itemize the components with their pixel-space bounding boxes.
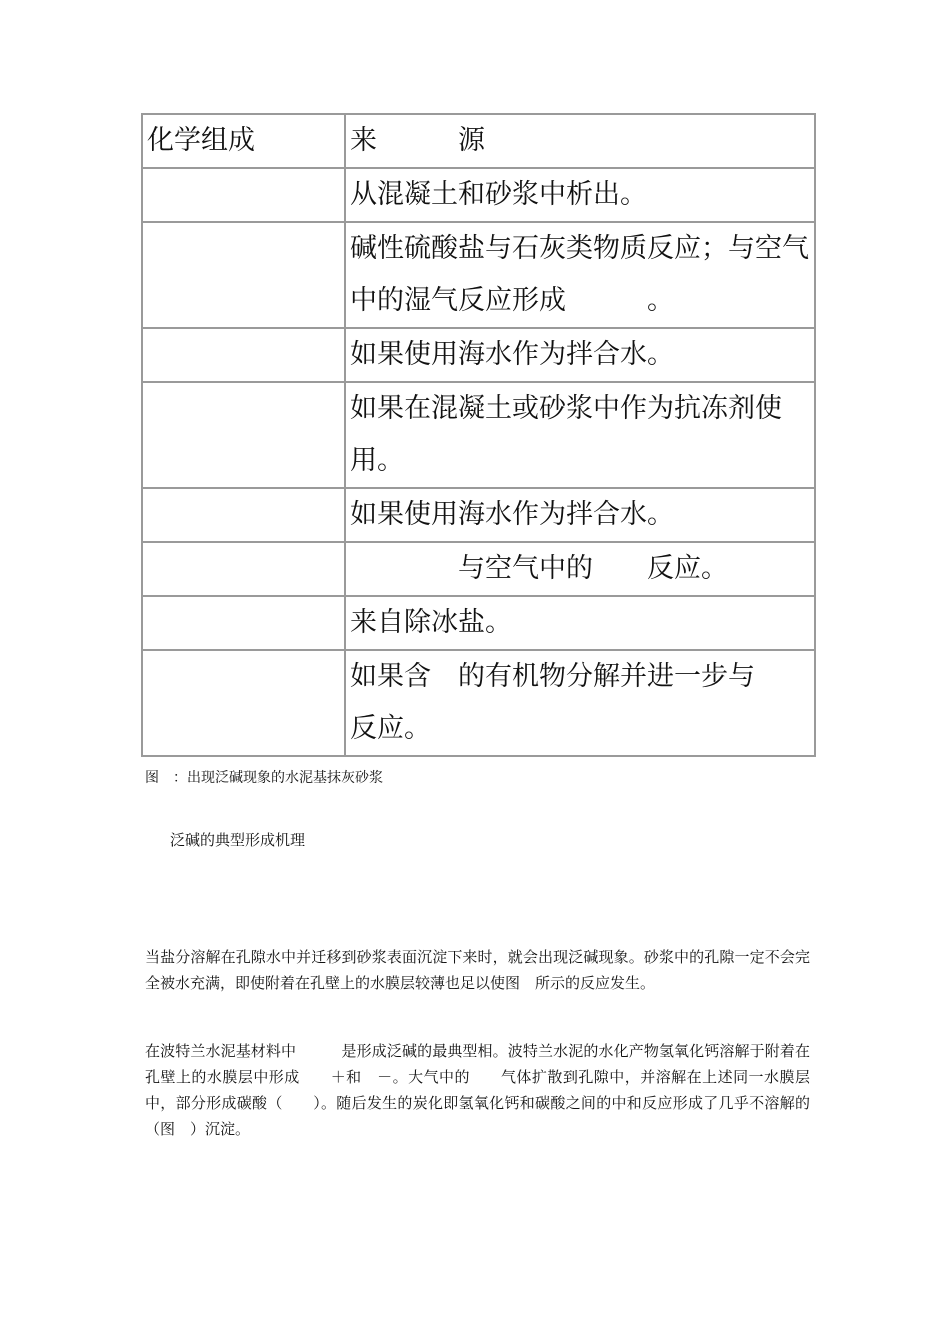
composition-cell	[142, 650, 345, 756]
source-cell: 与空气中的 反应。	[345, 542, 815, 596]
source-cell: 如果含 的有机物分解并进一步与 反应。	[345, 650, 815, 756]
table-row	[142, 650, 815, 756]
source-cell: 如果使用海水作为拌合水。	[345, 488, 815, 542]
table-header-row	[142, 114, 815, 168]
composition-cell	[142, 328, 345, 382]
source-cell: 如果使用海水作为拌合水。	[345, 328, 815, 382]
composition-source-table	[141, 113, 816, 757]
source-cell: 来自除冰盐。	[345, 596, 815, 650]
composition-cell	[142, 488, 345, 542]
composition-cell	[142, 596, 345, 650]
composition-cell	[142, 542, 345, 596]
section-subtitle: 泛碱的典型形成机理	[170, 831, 306, 849]
table-row	[142, 222, 815, 328]
header-source: 来 源	[345, 114, 815, 168]
table-row	[142, 488, 815, 542]
table-row	[142, 542, 815, 596]
composition-cell	[142, 222, 345, 328]
table-row	[142, 168, 815, 222]
source-cell: 如果在混凝土或砂浆中作为抗冻剂使用。	[345, 382, 815, 488]
composition-cell	[142, 382, 345, 488]
figure-caption: 图 ：出现泛碱现象的水泥基抹灰砂浆	[145, 770, 383, 786]
composition-cell	[142, 168, 345, 222]
table-row	[142, 328, 815, 382]
source-cell: 碱性硫酸盐与石灰类物质反应；与空气中的湿气反应形成 。	[345, 222, 815, 328]
source-cell: 从混凝土和砂浆中析出。	[345, 168, 815, 222]
table-row	[142, 382, 815, 488]
paragraph: 当盐分溶解在孔隙水中并迁移到砂浆表面沉淀下来时，就会出现泛碱现象。砂浆中的孔隙一定不会完全被水充满，即使附着在孔壁上的水膜层较薄也足以使图 所示的反应发生。	[145, 948, 810, 992]
paragraph: 在波特兰水泥基材料中 是形成泛碱的最典型相。波特兰水泥的水化产物氢氧化钙溶解于附着在孔壁上的水膜层中形成 ＋和 －。大气中的 气体扩散到孔隙中，并溶解在上述同一水膜层中，部分形成碳酸（ ）。随后发生的炭化即氢氧化钙和碳酸之间的中和反应形成了几乎不溶解的 （图 ）沉淀。	[145, 1042, 856, 1138]
header-composition: 化学组成	[142, 114, 345, 168]
table-row	[142, 596, 815, 650]
